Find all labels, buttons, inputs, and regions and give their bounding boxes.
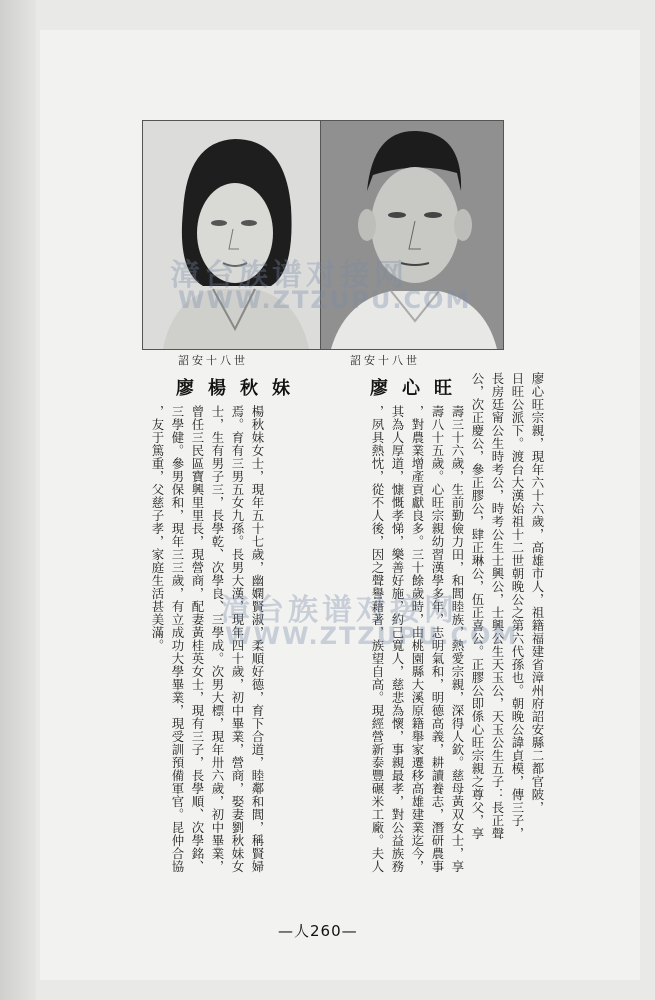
text-column-6: 壽八十五歲。心旺宗親幼習漢學多年，志明氣和，明德高義，耕讀養志，潛研農事 (430, 405, 445, 873)
text-column-2: 日旺公派下。渡台大漢始祖十二世朝晚公之第六代孫也。朝晚公諱貞模，傳三子， (510, 372, 525, 840)
text-column-10: 楊秋妹女士，現年五十七歲，幽嫻賢淑，柔順好德，育下合道，睦鄰和閭，稱賢婦 (250, 405, 265, 873)
text-column-15: ，友于篤重，父慈子孝，家庭生活甚美滿。 (150, 405, 165, 652)
name-husband: 廖心旺 (370, 378, 466, 399)
name-wife: 廖楊秋妹 (176, 378, 304, 399)
watermark-url-lower: WWW.ZTZUPU.COM (225, 622, 519, 650)
portrait-husband-image (321, 121, 503, 349)
text-column-3: 長房廷甯公生時考公，時考公生士興公，士興公生天玉公，天玉公生五子：長正聲 (490, 372, 505, 840)
text-column-1: 廖心旺宗親，現年六十六歲，高雄市人，祖籍福建省漳州府詔安縣二都官陂， (530, 372, 545, 814)
portrait-wife-image (143, 121, 321, 349)
portrait-husband (320, 120, 504, 350)
text-column-11: 焉。育有三男五女九孫。長男大漢，現年四十歲，初中畢業，營商，娶妻劉秋妹女 (230, 405, 245, 873)
text-column-12: 士，生有男子三，長學乾、次學良、三學成。次男大標，現年卅六歲，初中畢業， (210, 405, 225, 873)
scan-edge (0, 0, 36, 1000)
text-column-13: 曾任三民區寶興里里長，現營商，配妻黃桂英女士，現有三子，長學順、次學銘、 (190, 405, 205, 873)
watermark-url: WWW.ZTZUPU.COM (178, 286, 472, 314)
watermark-text: 漳台族谱对接网 (170, 258, 408, 293)
text-column-4: 公，次正慶公，參正膠公，肆正琳公，伍正喜公。正膠公即係心旺宗親之尊父，享 (470, 372, 485, 840)
text-column-14: 三學健。參男保和，現年三三歲，有立成功大學畢業，現受訓預備軍官。昆仲合協 (170, 405, 185, 873)
page-number: —人260— (278, 922, 358, 940)
text-column-8: 其為人厚道，慷慨孝悌，樂善好施，約己寬人，慈悲為懷，事親最孝，對公益族務 (390, 405, 405, 873)
watermark-text-lower: 漳台族谱对接网 (220, 593, 458, 628)
text-column-9: ，夙具熱忱，從不人後，因之聲譽藉著，族望自高。現經營新泰豐碾米工廠。夫人 (370, 405, 385, 873)
text-column-7: ，對農業增產貢獻良多。三十餘歲時，由桃園縣大溪原籍舉家遷移高雄建業迄今， (410, 405, 425, 873)
text-column-5: 壽三十六歲，生前勤儉力田，和閭睦族，熱愛宗親，深得人欽。慈母黃双女士，享 (450, 405, 465, 873)
caption-husband-generation: 詔安十八世 (350, 354, 420, 367)
portrait-wife (142, 120, 322, 350)
caption-wife-generation: 詔安十八世 (178, 354, 248, 367)
